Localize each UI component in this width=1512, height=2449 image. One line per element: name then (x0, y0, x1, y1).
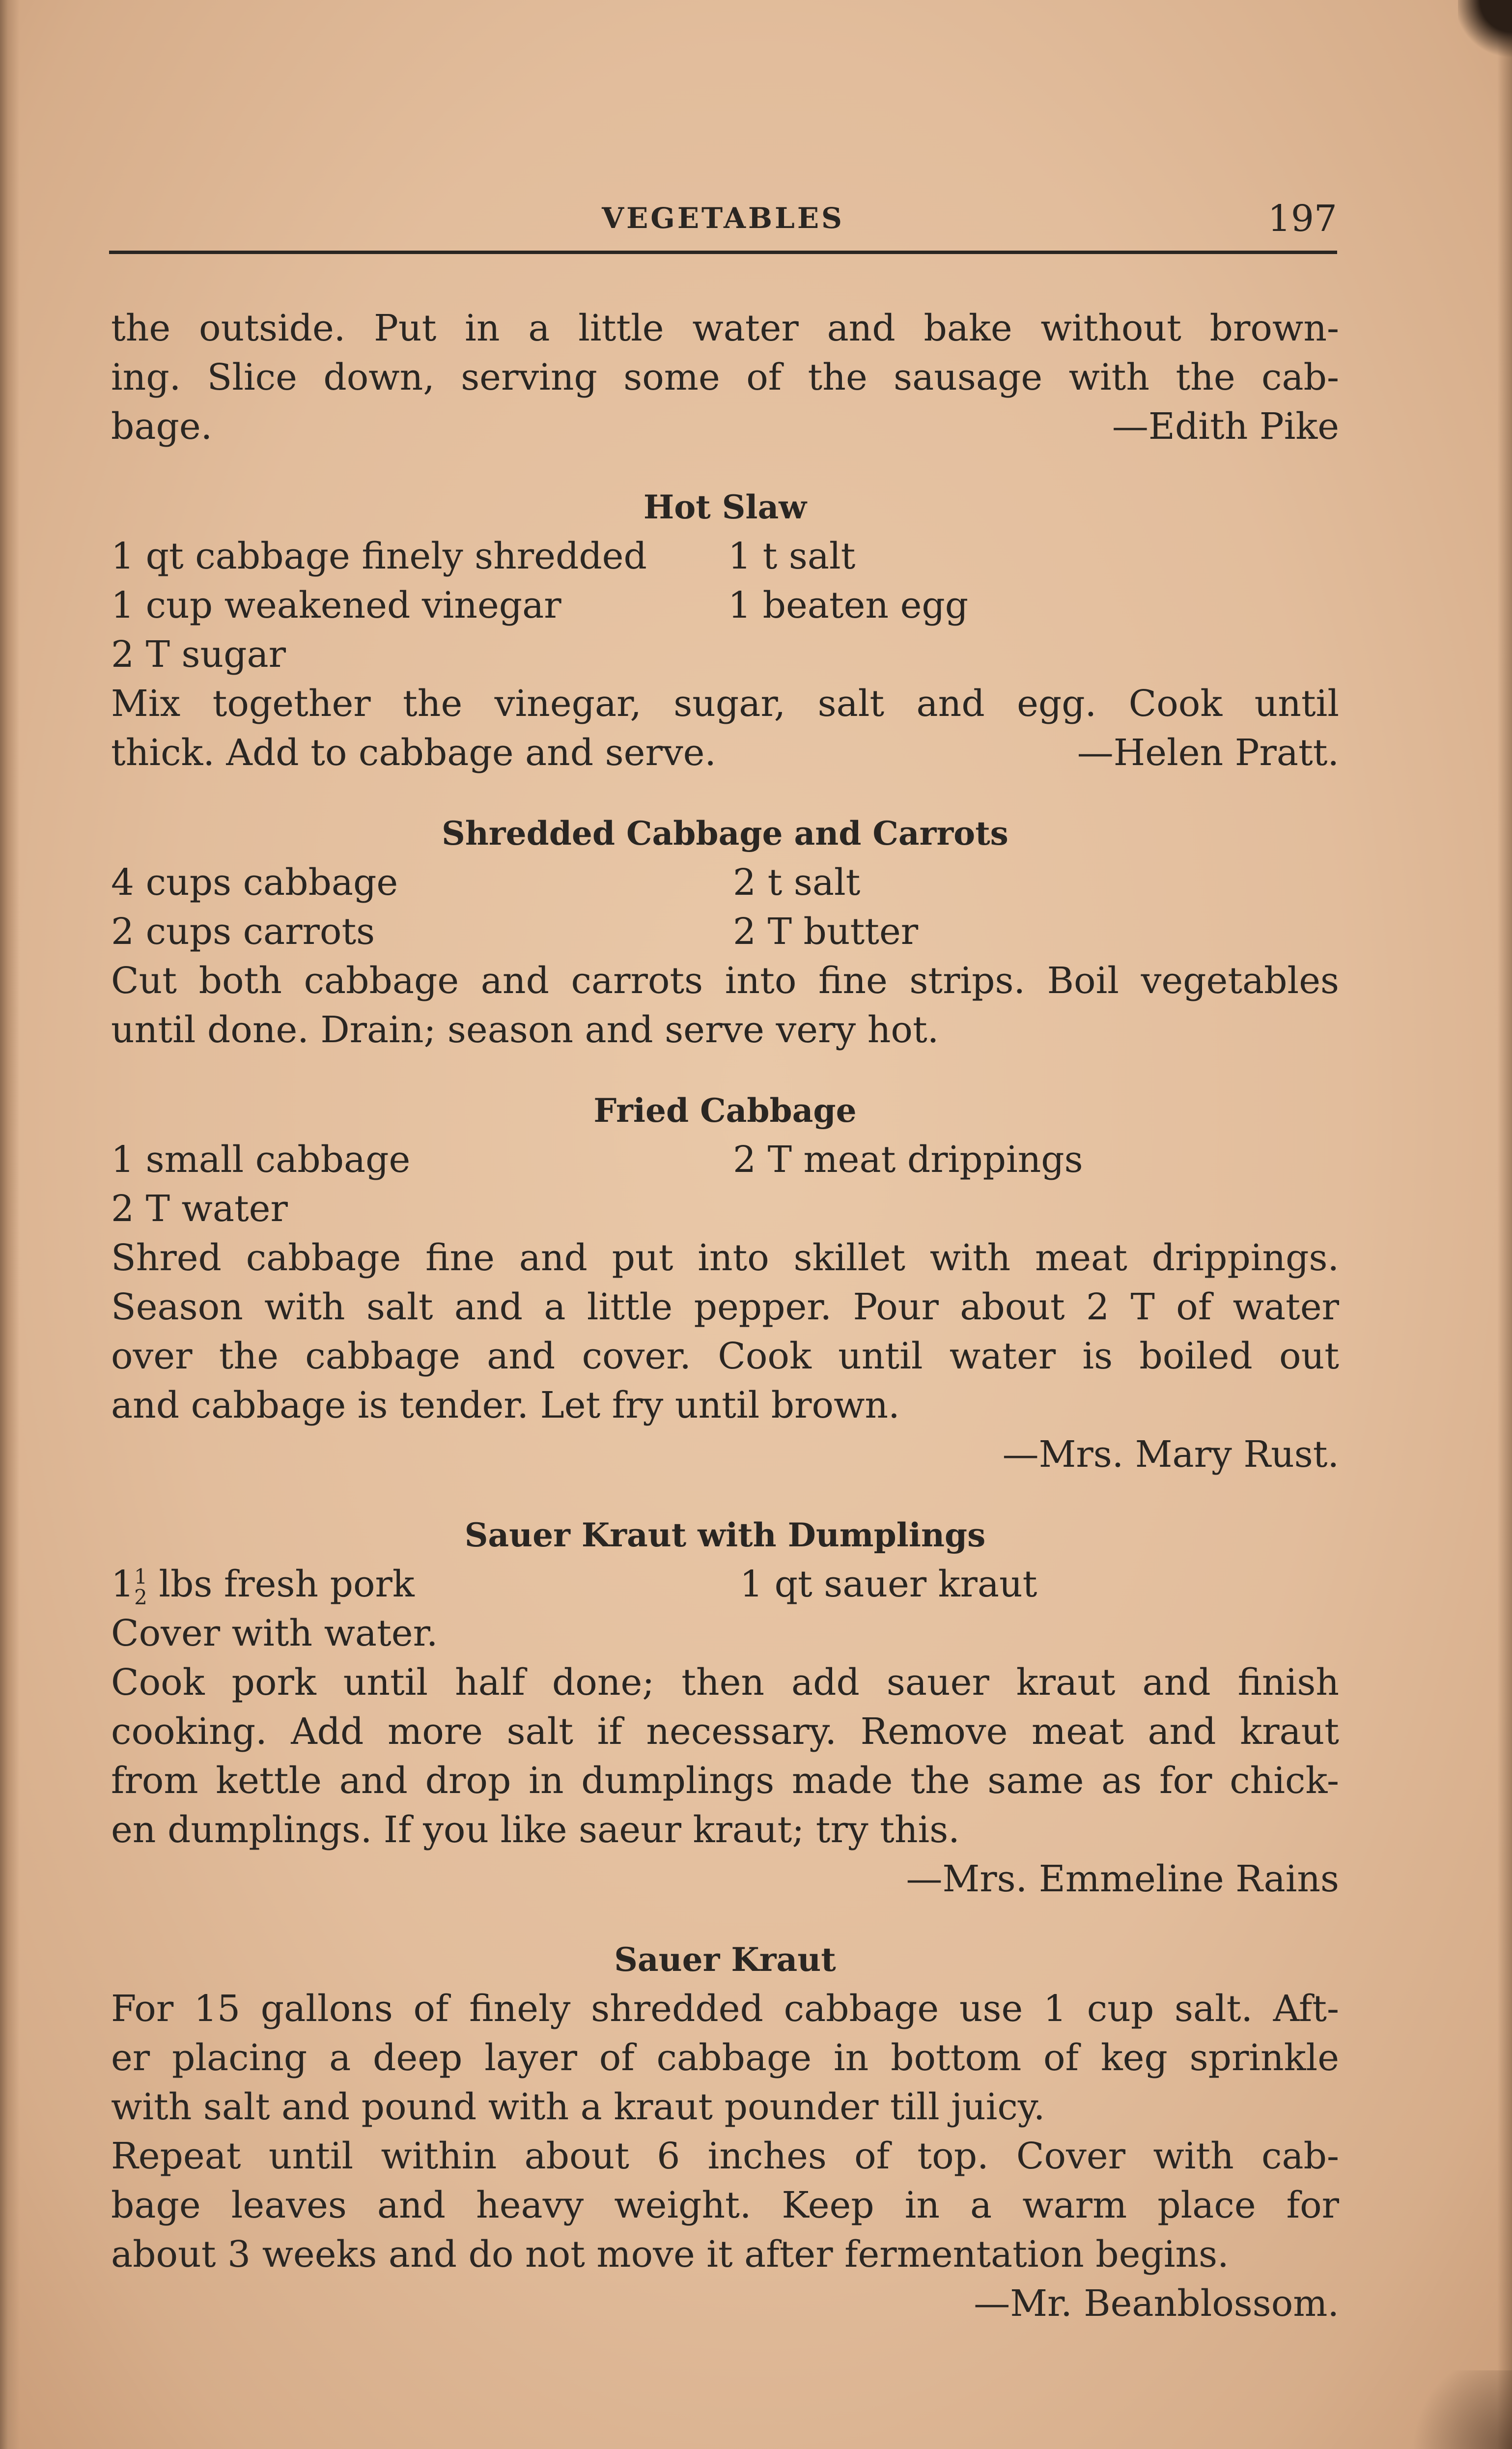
attribution: —Mrs. Emmeline Rains (906, 1858, 1339, 1900)
attribution: —Mr. Beanblossom. (974, 2282, 1339, 2325)
corner-wear-bottom (1394, 2370, 1512, 2449)
recipe-title: Shredded Cabbage and Carrots (442, 814, 1008, 853)
text-line-start: bage. (111, 405, 213, 448)
ingredient: 2 T water (111, 1188, 288, 1230)
attribution: —Edith Pike (1112, 405, 1339, 448)
ingredient: 4 cups cabbage (111, 861, 398, 904)
ingredient-whole: 1 (111, 1563, 135, 1605)
text-line (111, 402, 1339, 451)
corner-wear (1458, 0, 1512, 59)
fraction (134, 1566, 147, 1608)
text-line: er placing a deep layer of cabbage in bottom of keg sprinkle (111, 2037, 1339, 2079)
ingredient: 1 t salt (728, 535, 856, 577)
ingredient: 1 qt cabbage finely shredded (111, 535, 647, 577)
running-head: VEGETABLES (602, 201, 844, 235)
page-number: 197 (1267, 198, 1337, 240)
text-line: from kettle and drop in dumplings made the same as for chick- (111, 1760, 1339, 1802)
page-header (109, 193, 1337, 256)
text-line: Season with salt and a little pepper. Pour about 2 T of water (111, 1286, 1339, 1328)
text-line: Mix together the vinegar, sugar, salt and egg. Cook until (111, 683, 1339, 725)
attribution: —Helen Pratt. (1077, 732, 1339, 774)
text-line: the outside. Put in a little water and bake without brown- (111, 307, 1339, 349)
ingredient: 2 cups carrots (111, 911, 375, 953)
ingredient: 1 qt sauer kraut (740, 1563, 1037, 1605)
text-line: ing. Slice down, serving some of the sausage with the cab- (111, 356, 1339, 399)
ingredient: 1 beaten egg (728, 584, 969, 626)
ingredient: 2 T meat drippings (733, 1139, 1083, 1181)
recipe-title: Hot Slaw (643, 488, 807, 526)
text-line: Cook pork until half done; then add sauer kraut and finish (111, 1661, 1339, 1704)
spine-shadow (0, 0, 20, 2449)
text-line: For 15 gallons of finely shredded cabbage use 1 cup salt. Aft- (111, 1988, 1339, 2030)
ingredient: 2 T butter (733, 911, 919, 953)
ingredient: 1 small cabbage (111, 1139, 411, 1181)
ingredient-row (111, 858, 1339, 907)
text-line: Shred cabbage fine and put into skillet with meat drippings. (111, 1237, 1339, 1279)
ingredient-row (111, 581, 1339, 630)
ingredient: 2 t salt (733, 861, 861, 904)
recipe-title: Sauer Kraut with Dumplings (464, 1516, 986, 1554)
ingredient-row (111, 532, 1339, 581)
text-line: Cut both cabbage and carrots into fine strips. Boil vegetables (111, 960, 1339, 1002)
fraction-denominator: 2 (134, 1585, 147, 1609)
text-line: with salt and pound with a kraut pounder till juicy. (111, 2086, 1045, 2128)
text-line (111, 728, 1339, 777)
ingredient-row (111, 907, 1339, 956)
recipe-title: Fried Cabbage (593, 1091, 857, 1130)
header-rule (109, 251, 1337, 254)
text-line: and cabbage is tender. Let fry until brown. (111, 1384, 900, 1426)
page-edge (1497, 0, 1512, 2449)
page-body (111, 304, 1339, 2328)
text-line: Cover with water. (111, 1612, 438, 1654)
text-line: Repeat until within about 6 inches of top. Cover with cab- (111, 2135, 1339, 2177)
recipe-title: Sauer Kraut (614, 1940, 836, 1979)
fraction-numerator: 1 (134, 1564, 147, 1589)
ingredient (111, 1560, 415, 1609)
text-line: cooking. Add more salt if necessary. Remove meat and kraut (111, 1710, 1339, 1753)
text-line-start: thick. Add to cabbage and serve. (111, 732, 716, 774)
text-line: bage leaves and heavy weight. Keep in a warm place for (111, 2184, 1339, 2226)
ingredient-rest: lbs fresh pork (147, 1563, 415, 1605)
text-line: about 3 weeks and do not move it after fermentation begins. (111, 2233, 1229, 2276)
text-line: over the cabbage and cover. Cook until water is boiled out (111, 1335, 1339, 1377)
text-line: until done. Drain; season and serve very hot. (111, 1009, 939, 1051)
ingredient-row (111, 1560, 1339, 1609)
ingredient: 2 T sugar (111, 633, 286, 676)
text-line: en dumplings. If you like saeur kraut; try this. (111, 1809, 960, 1851)
ingredient: 1 cup weakened vinegar (111, 584, 561, 626)
ingredient-row (111, 1135, 1339, 1184)
attribution: —Mrs. Mary Rust. (1002, 1433, 1339, 1476)
